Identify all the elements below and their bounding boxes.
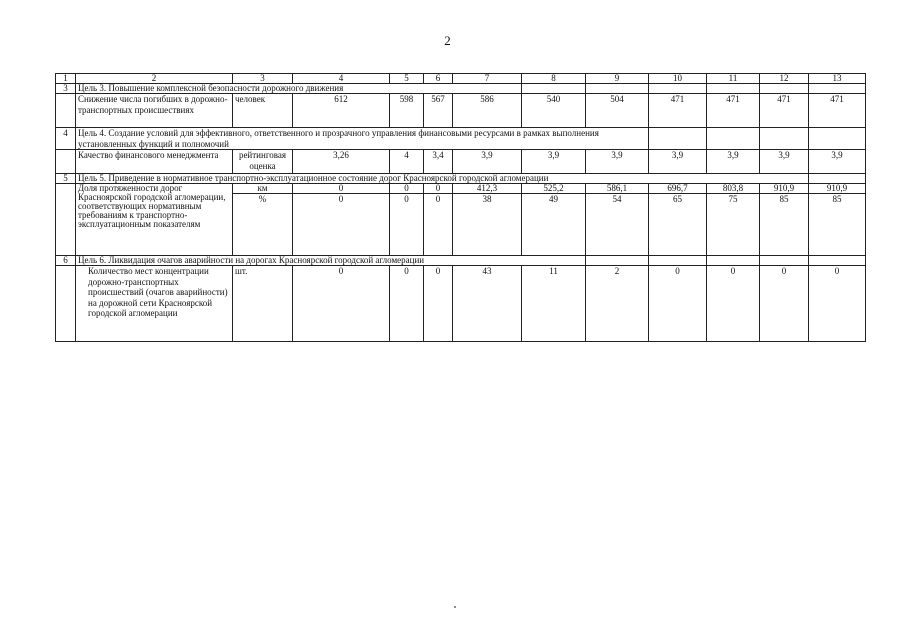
indicator-name: Снижение числа погибших в дорожно-транспортных происшествиях [76,94,233,128]
value-cell: 3,4 [424,150,453,174]
value-cell: 49 [522,194,586,256]
value-cell: 910,9 [809,184,866,194]
empty-cell [760,84,809,94]
value-cell: 0 [649,266,707,342]
value-cell: 0 [809,266,866,342]
value-cell: 586 [453,94,522,128]
indicator-unit: % [233,194,293,256]
indicator-row-5-km [56,184,866,194]
empty-cell [56,150,76,174]
value-cell: 0 [390,266,424,342]
indicator-row-3 [56,94,866,128]
goal-text: Цель 3. Повышение комплексной безопасности дорожного движения [76,84,522,94]
empty-cell [707,128,760,150]
indicator-unit: шт. [233,266,293,342]
indicator-name: Доля протяженности дорог Красноярской городской агломерации, соответствующих нормативным требованиям к транспортно-эксплуатационным показателям [76,184,233,256]
value-cell: 3,9 [809,150,866,174]
value-cell: 0 [293,184,390,194]
value-cell: 85 [809,194,866,256]
header-cell: 10 [649,74,707,84]
indicator-name: Количество мест концентрации дорожно-транспортных происшествий (очагов аварийности) на дорожной сети Красноярской городской агломерации [76,266,233,342]
indicator-name: Качество финансового менеджмента [76,150,233,174]
empty-cell [707,256,760,266]
value-cell: 3,26 [293,150,390,174]
header-cell: 11 [707,74,760,84]
value-cell: 3,9 [522,150,586,174]
value-cell: 0 [390,184,424,194]
indicators-table [55,73,866,342]
value-cell: 85 [760,194,809,256]
empty-cell [56,184,76,256]
header-cell: 1 [56,74,76,84]
value-cell: 38 [453,194,522,256]
value-cell: 612 [293,94,390,128]
empty-cell [649,128,707,150]
empty-cell [809,174,866,184]
value-cell: 803,8 [707,184,760,194]
value-cell: 2 [586,266,649,342]
value-cell: 567 [424,94,453,128]
goal-row-5 [56,174,866,184]
value-cell: 0 [390,194,424,256]
value-cell: 525,2 [522,184,586,194]
value-cell: 3,9 [586,150,649,174]
value-cell: 3,9 [707,150,760,174]
goal-row-3 [56,84,866,94]
value-cell: 3,9 [453,150,522,174]
empty-cell [586,256,649,266]
value-cell: 471 [760,94,809,128]
goal-row-6 [56,256,866,266]
table-header-row [56,74,866,84]
empty-cell [760,256,809,266]
value-cell: 0 [707,266,760,342]
goal-number: 4 [56,128,76,150]
value-cell: 0 [424,266,453,342]
header-cell: 9 [586,74,649,84]
page-number: 2 [444,33,451,48]
goal-text: Цель 6. Ликвидация очагов аварийности на дорогах Красноярской городской агломерации [76,256,586,266]
indicator-unit: км [233,184,293,194]
header-cell: 13 [809,74,866,84]
empty-cell [707,84,760,94]
indicator-row-6 [56,266,866,342]
header-cell: 3 [233,74,293,84]
indicator-unit: человек [233,94,293,128]
value-cell: 586,1 [586,184,649,194]
goal-number: 6 [56,256,76,266]
value-cell: 412,3 [453,184,522,194]
indicator-unit: рейтинговая оценка [233,150,293,174]
value-cell: 0 [760,266,809,342]
value-cell: 43 [453,266,522,342]
goal-number: 3 [56,84,76,94]
value-cell: 471 [649,94,707,128]
empty-cell [649,256,707,266]
goal-text: Цель 4. Создание условий для эффективного, ответственного и прозрачного управления финансовыми ресурсами в рамках выполнения установленных функций и полномочий [76,128,649,150]
header-cell: 6 [424,74,453,84]
value-cell: 0 [293,194,390,256]
empty-cell [649,84,707,94]
value-cell: 0 [424,194,453,256]
value-cell: 3,9 [760,150,809,174]
value-cell: 540 [522,94,586,128]
header-cell: 4 [293,74,390,84]
value-cell: 0 [424,184,453,194]
scan-speck [454,606,456,608]
header-cell: 5 [390,74,424,84]
empty-cell [809,84,866,94]
value-cell: 471 [809,94,866,128]
value-cell: 4 [390,150,424,174]
value-cell: 54 [586,194,649,256]
header-cell: 2 [76,74,233,84]
goal-text: Цель 5. Приведение в нормативное транспортно-эксплуатационное состояние дорог Красноярской городской агломерации [76,174,809,184]
value-cell: 598 [390,94,424,128]
value-cell: 3,9 [649,150,707,174]
header-cell: 8 [522,74,586,84]
empty-cell [586,84,649,94]
value-cell: 11 [522,266,586,342]
value-cell: 504 [586,94,649,128]
value-cell: 0 [293,266,390,342]
value-cell: 910,9 [760,184,809,194]
empty-cell [56,94,76,128]
empty-cell [760,128,809,150]
empty-cell [809,256,866,266]
header-cell: 12 [760,74,809,84]
empty-cell [56,266,76,342]
value-cell: 65 [649,194,707,256]
value-cell: 471 [707,94,760,128]
empty-cell [809,128,866,150]
empty-cell [522,84,586,94]
value-cell: 696,7 [649,184,707,194]
indicator-row-4 [56,150,866,174]
goal-row-4 [56,128,866,150]
value-cell: 75 [707,194,760,256]
header-cell: 7 [453,74,522,84]
goal-number: 5 [56,174,76,184]
